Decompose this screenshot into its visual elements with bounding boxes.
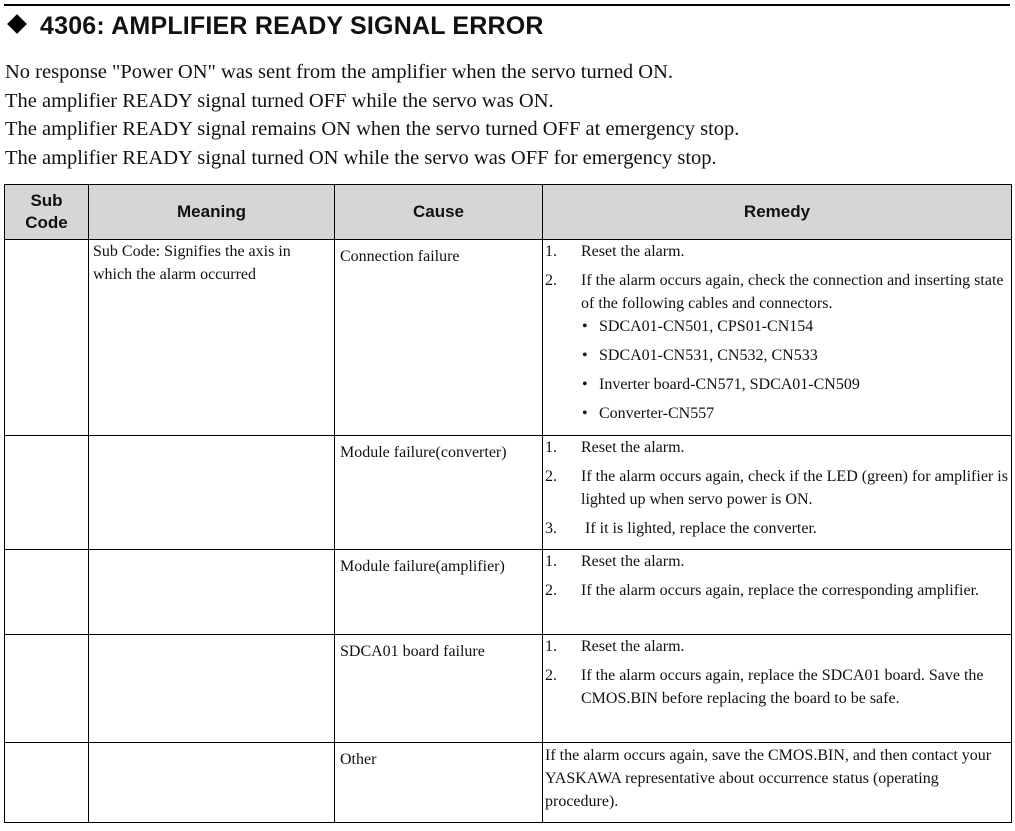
page-title: 4306: AMPLIFIER READY SIGNAL ERROR [40, 12, 544, 40]
header-sub-code: Sub Code [5, 185, 89, 240]
bullet-dot-icon: • [582, 347, 588, 364]
remedy-cell [543, 436, 1012, 550]
remedy-step: 1. Reset the alarm. [545, 638, 685, 655]
intro-line: No response "Power ON" was sent from the amplifier when the servo turned ON. [5, 61, 674, 83]
intro-line: The amplifier READY signal turned ON while the servo was OFF for emergency stop. [5, 146, 717, 169]
cause-cell: Other [335, 743, 543, 823]
remedy-cell [543, 635, 1012, 743]
remedy-step: 1. Reset the alarm. [545, 553, 685, 570]
intro-line: The amplifier READY signal remains ON when the servo turned OFF at emergency stop. [5, 118, 740, 140]
sub-code-cell [5, 743, 89, 823]
remedy-step: 2. If the alarm occurs again, check if the LED (green) for amplifier is lighted up when servo power is ON. [545, 468, 1008, 508]
sub-code-cell [5, 240, 89, 436]
meaning-cell: Sub Code: Signifies the axis in which the alarm occurred [89, 240, 335, 436]
table-row [5, 436, 1012, 550]
bullet-dot-icon: • [582, 376, 588, 393]
meaning-cell [89, 743, 335, 823]
table-header-row [5, 185, 1012, 240]
connector-bullet: • Converter-CN557 [581, 402, 1011, 425]
table-row [5, 743, 1012, 823]
cause-cell: Module failure(converter) [335, 436, 543, 550]
meaning-cell [89, 436, 335, 550]
intro-paragraph [5, 58, 1005, 172]
bullet-dot-icon: • [582, 405, 588, 422]
table-row [5, 240, 1012, 436]
remedy-step: 1. Reset the alarm. [545, 243, 685, 260]
cause-cell: Module failure(amplifier) [335, 550, 543, 635]
bullet-dot-icon: • [582, 318, 588, 335]
remedy-cell: If the alarm occurs again, save the CMOS.BIN, and then contact your YASKAWA representative about occurrence status (operating procedure). [543, 743, 1012, 823]
meaning-cell [89, 635, 335, 743]
table-row [5, 550, 1012, 635]
table-row [5, 635, 1012, 743]
header-cause: Cause [335, 185, 543, 240]
sub-code-cell [5, 550, 89, 635]
header-meaning: Meaning [89, 185, 335, 240]
remedy-step: 2. If the alarm occurs again, replace the SDCA01 board. Save the CMOS.BIN before replacing the board to be safe. [545, 667, 984, 707]
connector-bullet: • SDCA01-CN531, CN532, CN533 [581, 344, 1011, 367]
remedy-step: 1. Reset the alarm. [545, 439, 685, 456]
remedy-cell [543, 550, 1012, 635]
section-title-bar [4, 4, 1010, 44]
meaning-cell [89, 550, 335, 635]
cause-cell: SDCA01 board failure [335, 635, 543, 743]
alarm-table [4, 184, 1012, 823]
cause-cell: Connection failure [335, 240, 543, 436]
remedy-step: 2. If the alarm occurs again, replace the corresponding amplifier. [545, 582, 980, 599]
connector-bullet: • SDCA01-CN501, CPS01-CN154 [581, 315, 1011, 338]
remedy-step: 2. If the alarm occurs again, check the connection and inserting state of the following cables and connectors. • SDCA01-CN501, CPS01-CN154 • SDCA01-CN531, CN532, CN533 • Inverter board-CN571, SDCA01-CN509 • Converter-CN557 [543, 269, 1011, 425]
diamond-bullet-icon [7, 14, 27, 34]
remedy-cell [543, 240, 1012, 436]
connector-bullet: • Inverter board-CN571, SDCA01-CN509 [581, 373, 1011, 396]
sub-code-cell [5, 436, 89, 550]
remedy-step: 3. If it is lighted, replace the converter. [545, 520, 817, 537]
header-remedy: Remedy [543, 185, 1012, 240]
intro-line: The amplifier READY signal turned OFF while the servo was ON. [5, 89, 554, 112]
sub-code-cell [5, 635, 89, 743]
